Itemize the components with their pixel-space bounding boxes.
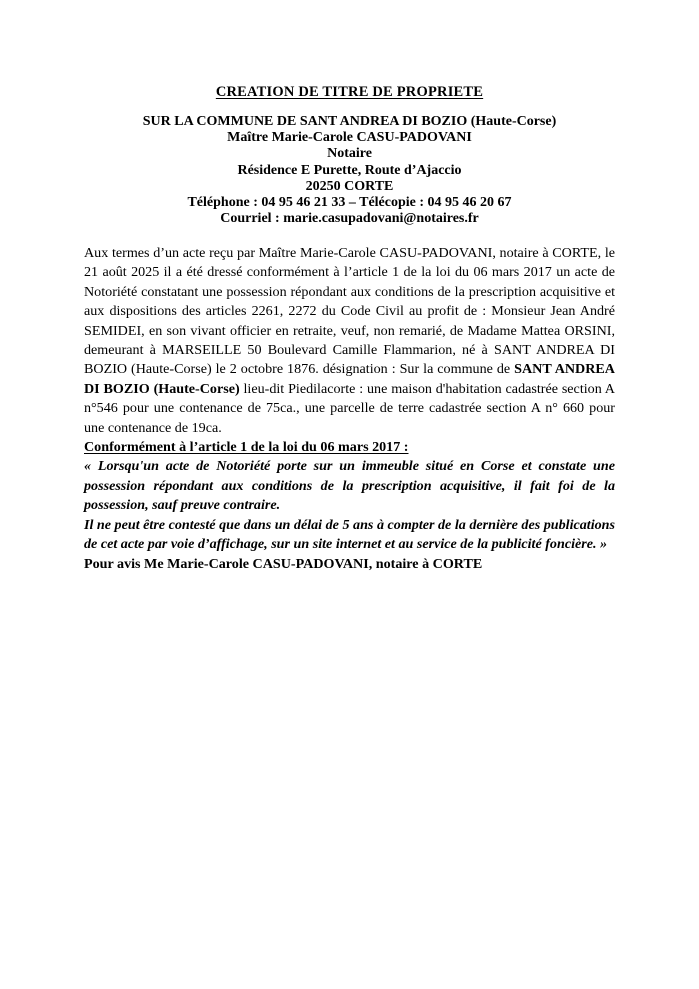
commune-designation-bold: SANT ANDREA DI BOZIO (Haute-Corse) (84, 361, 615, 397)
main-paragraph (84, 244, 615, 438)
header-address: Résidence E Purette, Route d’Ajaccio (237, 162, 462, 178)
legal-quotation (84, 457, 615, 554)
header-notary-name: Maître Marie-Carole CASU-PADOVANI (227, 130, 472, 146)
header-postal-city: 20250 CORTE (305, 178, 394, 194)
quote-paragraph-1: « Lorsqu'un acte de Notoriété porte sur un immeuble situé en Corse et constate une possession répondant aux conditions de la prescription acquisitive, il fait foi de la possession, sauf preuve contraire. (84, 458, 615, 514)
header-role: Notaire (327, 146, 372, 162)
header-phone-line: Téléphone : 04 95 46 21 33 – Télécopie : 04 95 46 20 67 (187, 195, 512, 211)
main-paragraph-part2: lieu-dit Piedilacorte : une maison d'habitation cadastrée section A n°546 pour une contenance de 75ca., une parcelle de terre cadastrée section A n° 660 pour une contenance de 19ca. (84, 380, 615, 436)
notary-header-block (84, 114, 615, 227)
article-heading (84, 438, 615, 457)
header-email-line: Courriel : marie.casupadovani@notaires.fr (220, 211, 479, 227)
header-commune-line: SUR LA COMMUNE DE SANT ANDREA DI BOZIO (Haute-Corse) (142, 114, 557, 129)
document-body (84, 244, 615, 574)
main-paragraph-part1: Aux termes d’un acte reçu par Maître Marie-Carole CASU-PADOVANI, notaire à CORTE, le 21 août 2025 il a été dressé conformément à l’article 1 de la loi du 06 mars 2017 un acte de Notoriété constatant une possession répondant aux conditions de la prescription acquisitive et aux dispositions des articles 2261, 2272 du Code Civil au profit de : Monsieur Jean André SEMIDEI, en son vivant officier en retraite, veuf, non remarié, de Madame Mattea ORSINI, demeurant à MARSEILLE 50 Boulevard Camille Flammarion, né à SANT ANDREA DI BOZIO (Haute-Corse) le 2 octobre 1876. désignation : Sur la commune de (84, 245, 615, 378)
article-heading-text: Conformément à l’article 1 de la loi du 06 mars 2017 : (84, 439, 409, 456)
document-title-text: CREATION DE TITRE DE PROPRIETE (215, 84, 484, 100)
document-title (84, 84, 615, 101)
closing-signature-line: Pour avis Me Marie-Carole CASU-PADOVANI, notaire à CORTE (84, 555, 483, 572)
quote-paragraph-2: Il ne peut être contesté que dans un délai de 5 ans à compter de la dernière des publications de cet acte par voie d’affichage, sur un site internet et au service de la publicité foncière. » (84, 516, 615, 553)
